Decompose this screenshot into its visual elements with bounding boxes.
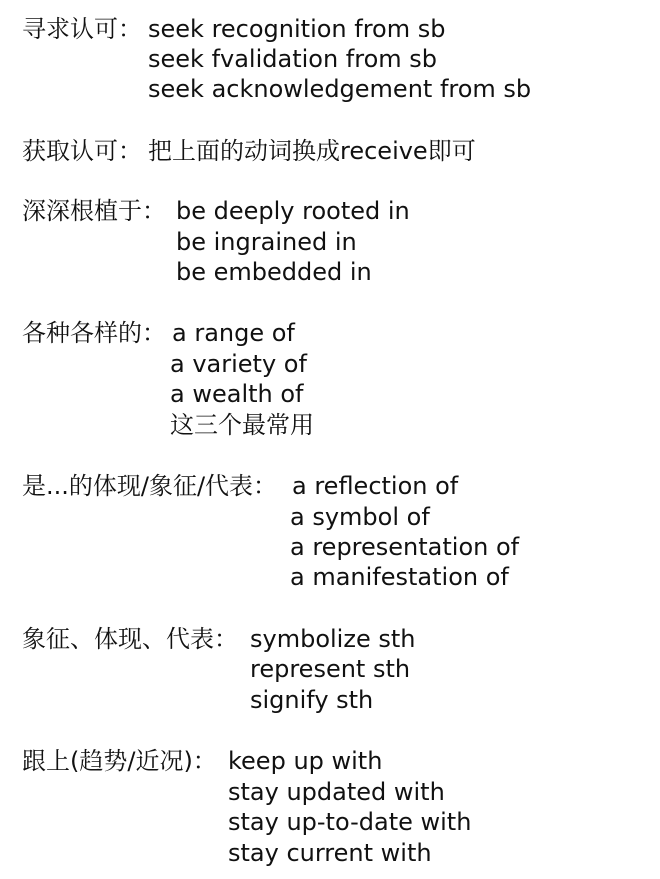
term-label: 跟上(趋势/近况)： <box>22 747 217 775</box>
term-label: 深深根植于： <box>22 197 166 225</box>
phrase-line: signify sth <box>250 686 374 714</box>
phrase-line: stay updated with <box>228 778 445 806</box>
phrase-line: a manifestation of <box>290 563 509 591</box>
term-label: 各种各样的： <box>22 319 166 347</box>
phrase-line: a range of <box>172 319 295 347</box>
phrase-line: seek fvalidation from sb <box>148 45 438 73</box>
phrase-line: 把上面的动词换成receive即可 <box>148 137 476 165</box>
phrase-line: a symbol of <box>290 503 430 531</box>
phrase-line: a reflection of <box>292 472 459 500</box>
term-label: 寻求认可： <box>22 15 142 43</box>
phrase-line: a representation of <box>290 533 520 561</box>
note-line: 这三个最常用 <box>170 411 314 439</box>
phrase-line: be embedded in <box>176 258 372 286</box>
phrase-line: be deeply rooted in <box>176 197 410 225</box>
phrase-line: keep up with <box>228 747 383 775</box>
phrase-line: a variety of <box>170 350 307 378</box>
term-label: 是...的体现/象征/代表： <box>22 472 278 500</box>
phrase-line: be ingrained in <box>176 228 357 256</box>
term-label: 象征、体现、代表： <box>22 625 238 653</box>
phrase-line: stay up-to-date with <box>228 808 472 836</box>
phrase-line: seek recognition from sb <box>148 15 446 43</box>
phrase-line: stay current with <box>228 839 432 867</box>
term-label: 获取认可： <box>22 137 142 165</box>
phrase-line: a wealth of <box>170 380 304 408</box>
phrase-line: seek acknowledgement from sb <box>148 75 532 103</box>
phrase-line: represent sth <box>250 655 411 683</box>
phrase-line: symbolize sth <box>250 625 416 653</box>
